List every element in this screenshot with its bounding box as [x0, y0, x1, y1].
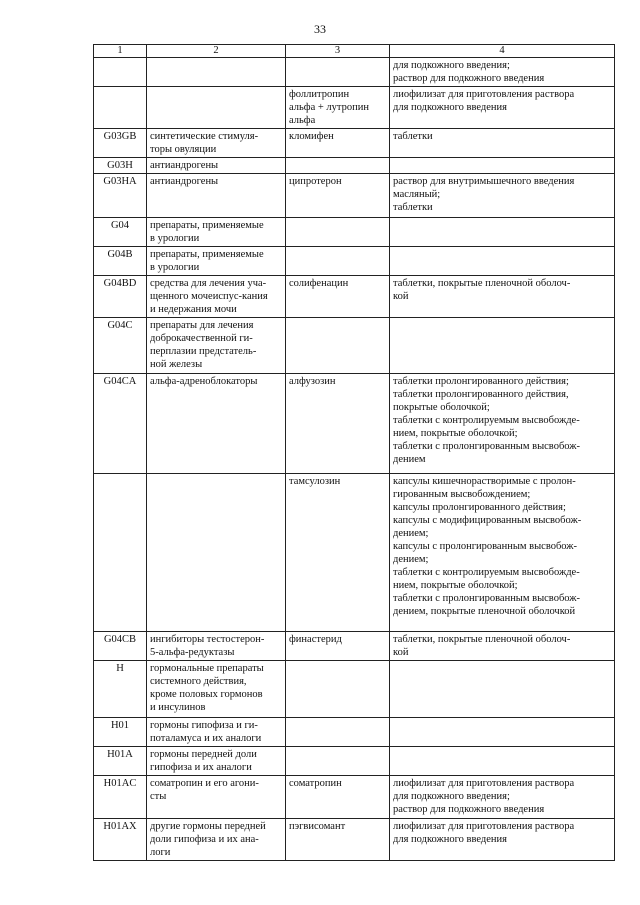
- cell-line: раствор для подкожного введения: [393, 73, 545, 84]
- cell-line: поталамуса и их аналоги: [150, 733, 262, 744]
- cell-line: 5-альфа-редуктазы: [150, 647, 235, 658]
- drug-name-cell: [286, 819, 390, 861]
- group-name-cell: [147, 718, 286, 747]
- cell-line: в урологии: [150, 262, 200, 273]
- dosage-form-cell: [390, 819, 615, 861]
- column-header: 3: [286, 45, 390, 58]
- cell-line: и инсулинов: [150, 702, 206, 713]
- atc-code-cell: G04CB: [94, 632, 147, 661]
- cell-line: для подкожного введения: [393, 102, 507, 113]
- dosage-form-cell: [390, 174, 615, 218]
- dosage-form-cell: [390, 218, 615, 247]
- cell-line: лиофилизат для приготовления раствора: [393, 821, 575, 832]
- cell-line: тамсулозин: [289, 476, 341, 487]
- table-row: [94, 58, 615, 87]
- group-name-cell: [147, 661, 286, 718]
- cell-line: гированным высвобождением;: [393, 489, 531, 500]
- group-name-cell: [147, 87, 286, 129]
- table-row: [94, 174, 615, 218]
- dosage-form-cell: [390, 776, 615, 819]
- drug-name-cell: [286, 747, 390, 776]
- cell-line: торы овуляции: [150, 144, 217, 155]
- group-name-cell: [147, 474, 286, 632]
- atc-code-cell: H01: [94, 718, 147, 747]
- drug-name-cell: [286, 218, 390, 247]
- group-name-cell: [147, 158, 286, 174]
- drug-name-cell: [286, 632, 390, 661]
- drug-name-cell: [286, 158, 390, 174]
- cell-line: кроме половых гормонов: [150, 689, 263, 700]
- dosage-form-cell: [390, 87, 615, 129]
- atc-code-cell: G03GB: [94, 129, 147, 158]
- cell-line: дением, покрытые пленочной оболочкой: [393, 606, 576, 617]
- cell-line: соматропин и его агони-: [150, 778, 259, 789]
- cell-line: альфа + лутропин: [289, 102, 369, 113]
- atc-code-cell: G03HA: [94, 174, 147, 218]
- drug-name-cell: [286, 318, 390, 374]
- column-header: 1: [94, 45, 147, 58]
- cell-line: гормоны передней доли: [150, 749, 257, 760]
- cell-line: алфузозин: [289, 376, 336, 387]
- cell-line: и недержания мочи: [150, 304, 237, 315]
- cell-line: раствор для внутримышечного введения: [393, 176, 575, 187]
- dosage-form-cell: [390, 158, 615, 174]
- cell-line: пэгвисомант: [289, 821, 346, 832]
- cell-line: капсулы кишечнорастворимые с пролон-: [393, 476, 576, 487]
- table-row: [94, 747, 615, 776]
- cell-line: дением;: [393, 528, 429, 539]
- cell-line: альфа: [289, 115, 316, 126]
- drug-name-cell: [286, 718, 390, 747]
- cell-line: щенного мочеиспус-кания: [150, 291, 268, 302]
- cell-line: средства для лечения уча-: [150, 278, 267, 289]
- atc-code-cell: H: [94, 661, 147, 718]
- drug-name-cell: [286, 58, 390, 87]
- group-name-cell: [147, 58, 286, 87]
- drug-name-cell: [286, 276, 390, 318]
- dosage-form-cell: [390, 747, 615, 776]
- cell-line: нием, покрытые оболочкой;: [393, 580, 518, 591]
- cell-line: другие гормоны передней: [150, 821, 266, 832]
- group-name-cell: [147, 374, 286, 474]
- drug-name-cell: [286, 87, 390, 129]
- drug-name-cell: [286, 174, 390, 218]
- drug-name-cell: [286, 776, 390, 819]
- table-row: [94, 819, 615, 861]
- column-header: 2: [147, 45, 286, 58]
- atc-code-cell: H01AC: [94, 776, 147, 819]
- cell-line: таблетки с контролируемым высвобожде-: [393, 567, 580, 578]
- cell-line: в урологии: [150, 233, 200, 244]
- cell-line: лиофилизат для приготовления раствора: [393, 778, 575, 789]
- atc-code-cell: G04C: [94, 318, 147, 374]
- group-name-cell: [147, 174, 286, 218]
- table-row: [94, 129, 615, 158]
- cell-line: препараты, применяемые: [150, 220, 264, 231]
- table-row: [94, 318, 615, 374]
- cell-line: дением: [393, 454, 426, 465]
- cell-line: гормоны гипофиза и ги-: [150, 720, 258, 731]
- cell-line: капсулы с модифицированным высвобож-: [393, 515, 582, 526]
- cell-line: альфа-адреноблокаторы: [150, 376, 258, 387]
- cell-line: фоллитропин: [289, 89, 350, 100]
- cell-line: гормональные препараты: [150, 663, 264, 674]
- table-row: [94, 87, 615, 129]
- cell-line: солифенацин: [289, 278, 349, 289]
- cell-line: финастерид: [289, 634, 342, 645]
- table-body: [94, 58, 615, 861]
- atc-code-cell: [94, 58, 147, 87]
- group-name-cell: [147, 129, 286, 158]
- atc-code-cell: G04: [94, 218, 147, 247]
- dosage-form-cell: [390, 718, 615, 747]
- cell-line: препараты, применяемые: [150, 249, 264, 260]
- dosage-form-cell: [390, 129, 615, 158]
- group-name-cell: [147, 276, 286, 318]
- atc-code-cell: G03H: [94, 158, 147, 174]
- cell-line: доли гипофиза и их ана-: [150, 834, 259, 845]
- table-row: [94, 158, 615, 174]
- cell-line: для подкожного введения;: [393, 60, 510, 71]
- cell-line: системного действия,: [150, 676, 247, 687]
- cell-line: для подкожного введения;: [393, 791, 510, 802]
- table-row: [94, 474, 615, 632]
- cell-line: таблетки пролонгированного действия,: [393, 389, 569, 400]
- cell-line: масляный;: [393, 189, 441, 200]
- cell-line: кломифен: [289, 131, 334, 142]
- cell-line: таблетки пролонгированного действия;: [393, 376, 569, 387]
- cell-line: антиандрогены: [150, 176, 219, 187]
- cell-line: синтетические стимуля-: [150, 131, 259, 142]
- table-row: [94, 218, 615, 247]
- cell-line: препараты для лечения: [150, 320, 254, 331]
- cell-line: гипофиза и их аналоги: [150, 762, 252, 773]
- atc-code-cell: G04CA: [94, 374, 147, 474]
- dosage-form-cell: [390, 58, 615, 87]
- table-row: [94, 276, 615, 318]
- cell-line: таблетки: [393, 202, 433, 213]
- cell-line: нием, покрытые оболочкой;: [393, 428, 518, 439]
- drug-name-cell: [286, 129, 390, 158]
- atc-code-cell: G04BD: [94, 276, 147, 318]
- table-row: [94, 776, 615, 819]
- cell-line: таблетки: [393, 131, 433, 142]
- cell-line: таблетки с пролонгированным высвобож-: [393, 593, 581, 604]
- page-number: 33: [314, 22, 326, 36]
- group-name-cell: [147, 819, 286, 861]
- table-row: [94, 661, 615, 718]
- cell-line: логи: [150, 847, 171, 858]
- medication-table: [93, 44, 615, 861]
- dosage-form-cell: [390, 474, 615, 632]
- cell-line: таблетки, покрытые пленочной оболоч-: [393, 634, 571, 645]
- cell-line: капсулы с пролонгированным высвобож-: [393, 541, 578, 552]
- group-name-cell: [147, 747, 286, 776]
- drug-name-cell: [286, 661, 390, 718]
- dosage-form-cell: [390, 276, 615, 318]
- drug-name-cell: [286, 474, 390, 632]
- column-header: 4: [390, 45, 615, 58]
- cell-line: покрытые оболочкой;: [393, 402, 490, 413]
- atc-code-cell: H01A: [94, 747, 147, 776]
- cell-line: сты: [150, 791, 167, 802]
- dosage-form-cell: [390, 374, 615, 474]
- atc-code-cell: [94, 87, 147, 129]
- cell-line: лиофилизат для приготовления раствора: [393, 89, 575, 100]
- cell-line: капсулы пролонгированного действия;: [393, 502, 566, 513]
- drug-name-cell: [286, 374, 390, 474]
- cell-line: перплазии предстатель-: [150, 346, 257, 357]
- atc-code-cell: G04B: [94, 247, 147, 276]
- cell-line: таблетки с контролируемым высвобожде-: [393, 415, 580, 426]
- table-row: [94, 247, 615, 276]
- atc-code-cell: [94, 474, 147, 632]
- table-row: [94, 632, 615, 661]
- cell-line: ингибиторы тестостерон-: [150, 634, 265, 645]
- dosage-form-cell: [390, 632, 615, 661]
- dosage-form-cell: [390, 661, 615, 718]
- cell-line: кой: [393, 291, 409, 302]
- header-row: [94, 45, 615, 58]
- cell-line: соматропин: [289, 778, 342, 789]
- group-name-cell: [147, 218, 286, 247]
- cell-line: доброкачественной ги-: [150, 333, 253, 344]
- drug-name-cell: [286, 247, 390, 276]
- dosage-form-cell: [390, 247, 615, 276]
- cell-line: для подкожного введения: [393, 834, 507, 845]
- group-name-cell: [147, 247, 286, 276]
- table-row: [94, 718, 615, 747]
- cell-line: антиандрогены: [150, 160, 219, 171]
- table-row: [94, 374, 615, 474]
- cell-line: ной железы: [150, 359, 203, 370]
- cell-line: таблетки с пролонгированным высвобож-: [393, 441, 581, 452]
- cell-line: раствор для подкожного введения: [393, 804, 545, 815]
- group-name-cell: [147, 318, 286, 374]
- group-name-cell: [147, 776, 286, 819]
- cell-line: кой: [393, 647, 409, 658]
- dosage-form-cell: [390, 318, 615, 374]
- atc-code-cell: H01AX: [94, 819, 147, 861]
- cell-line: ципротерон: [289, 176, 342, 187]
- cell-line: таблетки, покрытые пленочной оболоч-: [393, 278, 571, 289]
- group-name-cell: [147, 632, 286, 661]
- cell-line: дением;: [393, 554, 429, 565]
